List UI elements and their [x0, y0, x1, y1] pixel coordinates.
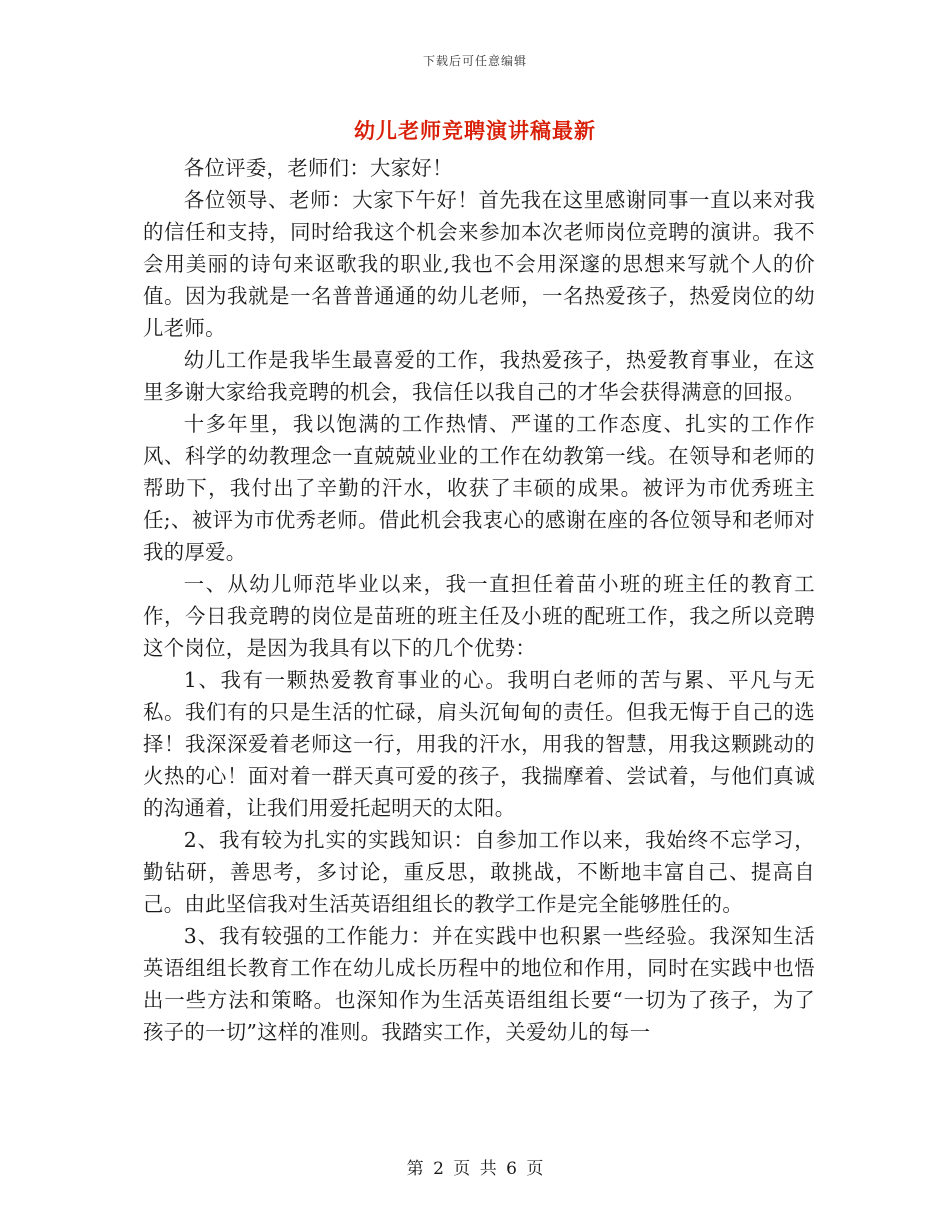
paragraph-advantage-2: 2、我有较为扎实的实践知识：自参加工作以来，我始终不忘学习，勤钻研，善思考，多讨论，重反思，敢挑战，不断地丰富自己、提高自己。由此坚信我对生活英语组组长的教学工作是完全能够胜任的。	[143, 828, 815, 916]
paragraph-advantage-1: 1、我有一颗热爱教育事业的心。我明白老师的苦与累、平凡与无私。我们有的只是生活的忙碌，肩头沉甸甸的责任。但我无悔于自己的选择！我深深爱着老师这一行，用我的汗水，用我的智慧，用我这颗跳动的火热的心！面对着一群天真可爱的孩子，我揣摩着、尝试着，与他们真诚的沟通着，让我们用爱托起明天的太阳。	[143, 668, 815, 820]
page-number: 第 2 页 共 6 页	[406, 1159, 544, 1179]
document-title: 幼儿老师竞聘演讲稿最新	[354, 119, 596, 143]
page-header-note: 下载后可任意编辑	[422, 54, 527, 68]
paragraph-greeting: 各位评委，老师们：大家好！	[183, 156, 453, 180]
paragraph-love-of-work: 幼儿工作是我毕生最喜爱的工作，我热爱孩子，热爱教育事业，在这里多谢大家给我竞聘的机会，我信任以我自己的才华会获得满意的回报。	[143, 348, 815, 404]
document-body	[143, 152, 815, 1048]
paragraph-advantage-3: 3、我有较强的工作能力：并在实践中也积累一些经验。我深知生活英语组组长教育工作在幼儿成长历程中的地位和作用，同时在实践中也悟出一些方法和策略。也深知作为生活英语组组长要“一切为了孩子，为了孩子的一切”这样的准则。我踏实工作，关爱幼儿的每一	[143, 924, 815, 1044]
paragraph-position: 一、从幼儿师范毕业以来，我一直担任着苗小班的班主任的教育工作，今日我竞聘的岗位是苗班的班主任及小班的配班工作，我之所以竞聘这个岗位，是因为我具有以下的几个优势：	[143, 572, 815, 660]
paragraph-introduction: 各位领导、老师：大家下午好！首先我在这里感谢同事一直以来对我的信任和支持，同时给我这个机会来参加本次老师岗位竞聘的演讲。我不会用美丽的诗句来讴歌我的职业,我也不会用深邃的思想来写就个人的价值。因为我就是一名普普通通的幼儿老师，一名热爱孩子，热爱岗位的幼儿老师。	[143, 188, 815, 340]
paragraph-experience: 十多年里，我以饱满的工作热情、严谨的工作态度、扎实的工作作风、科学的幼教理念一直兢兢业业的工作在幼教第一线。在领导和老师的帮助下，我付出了辛勤的汗水，收获了丰硕的成果。被评为市优秀班主任;、被评为市优秀老师。借此机会我衷心的感谢在座的各位领导和老师对我的厚爱。	[143, 412, 815, 564]
